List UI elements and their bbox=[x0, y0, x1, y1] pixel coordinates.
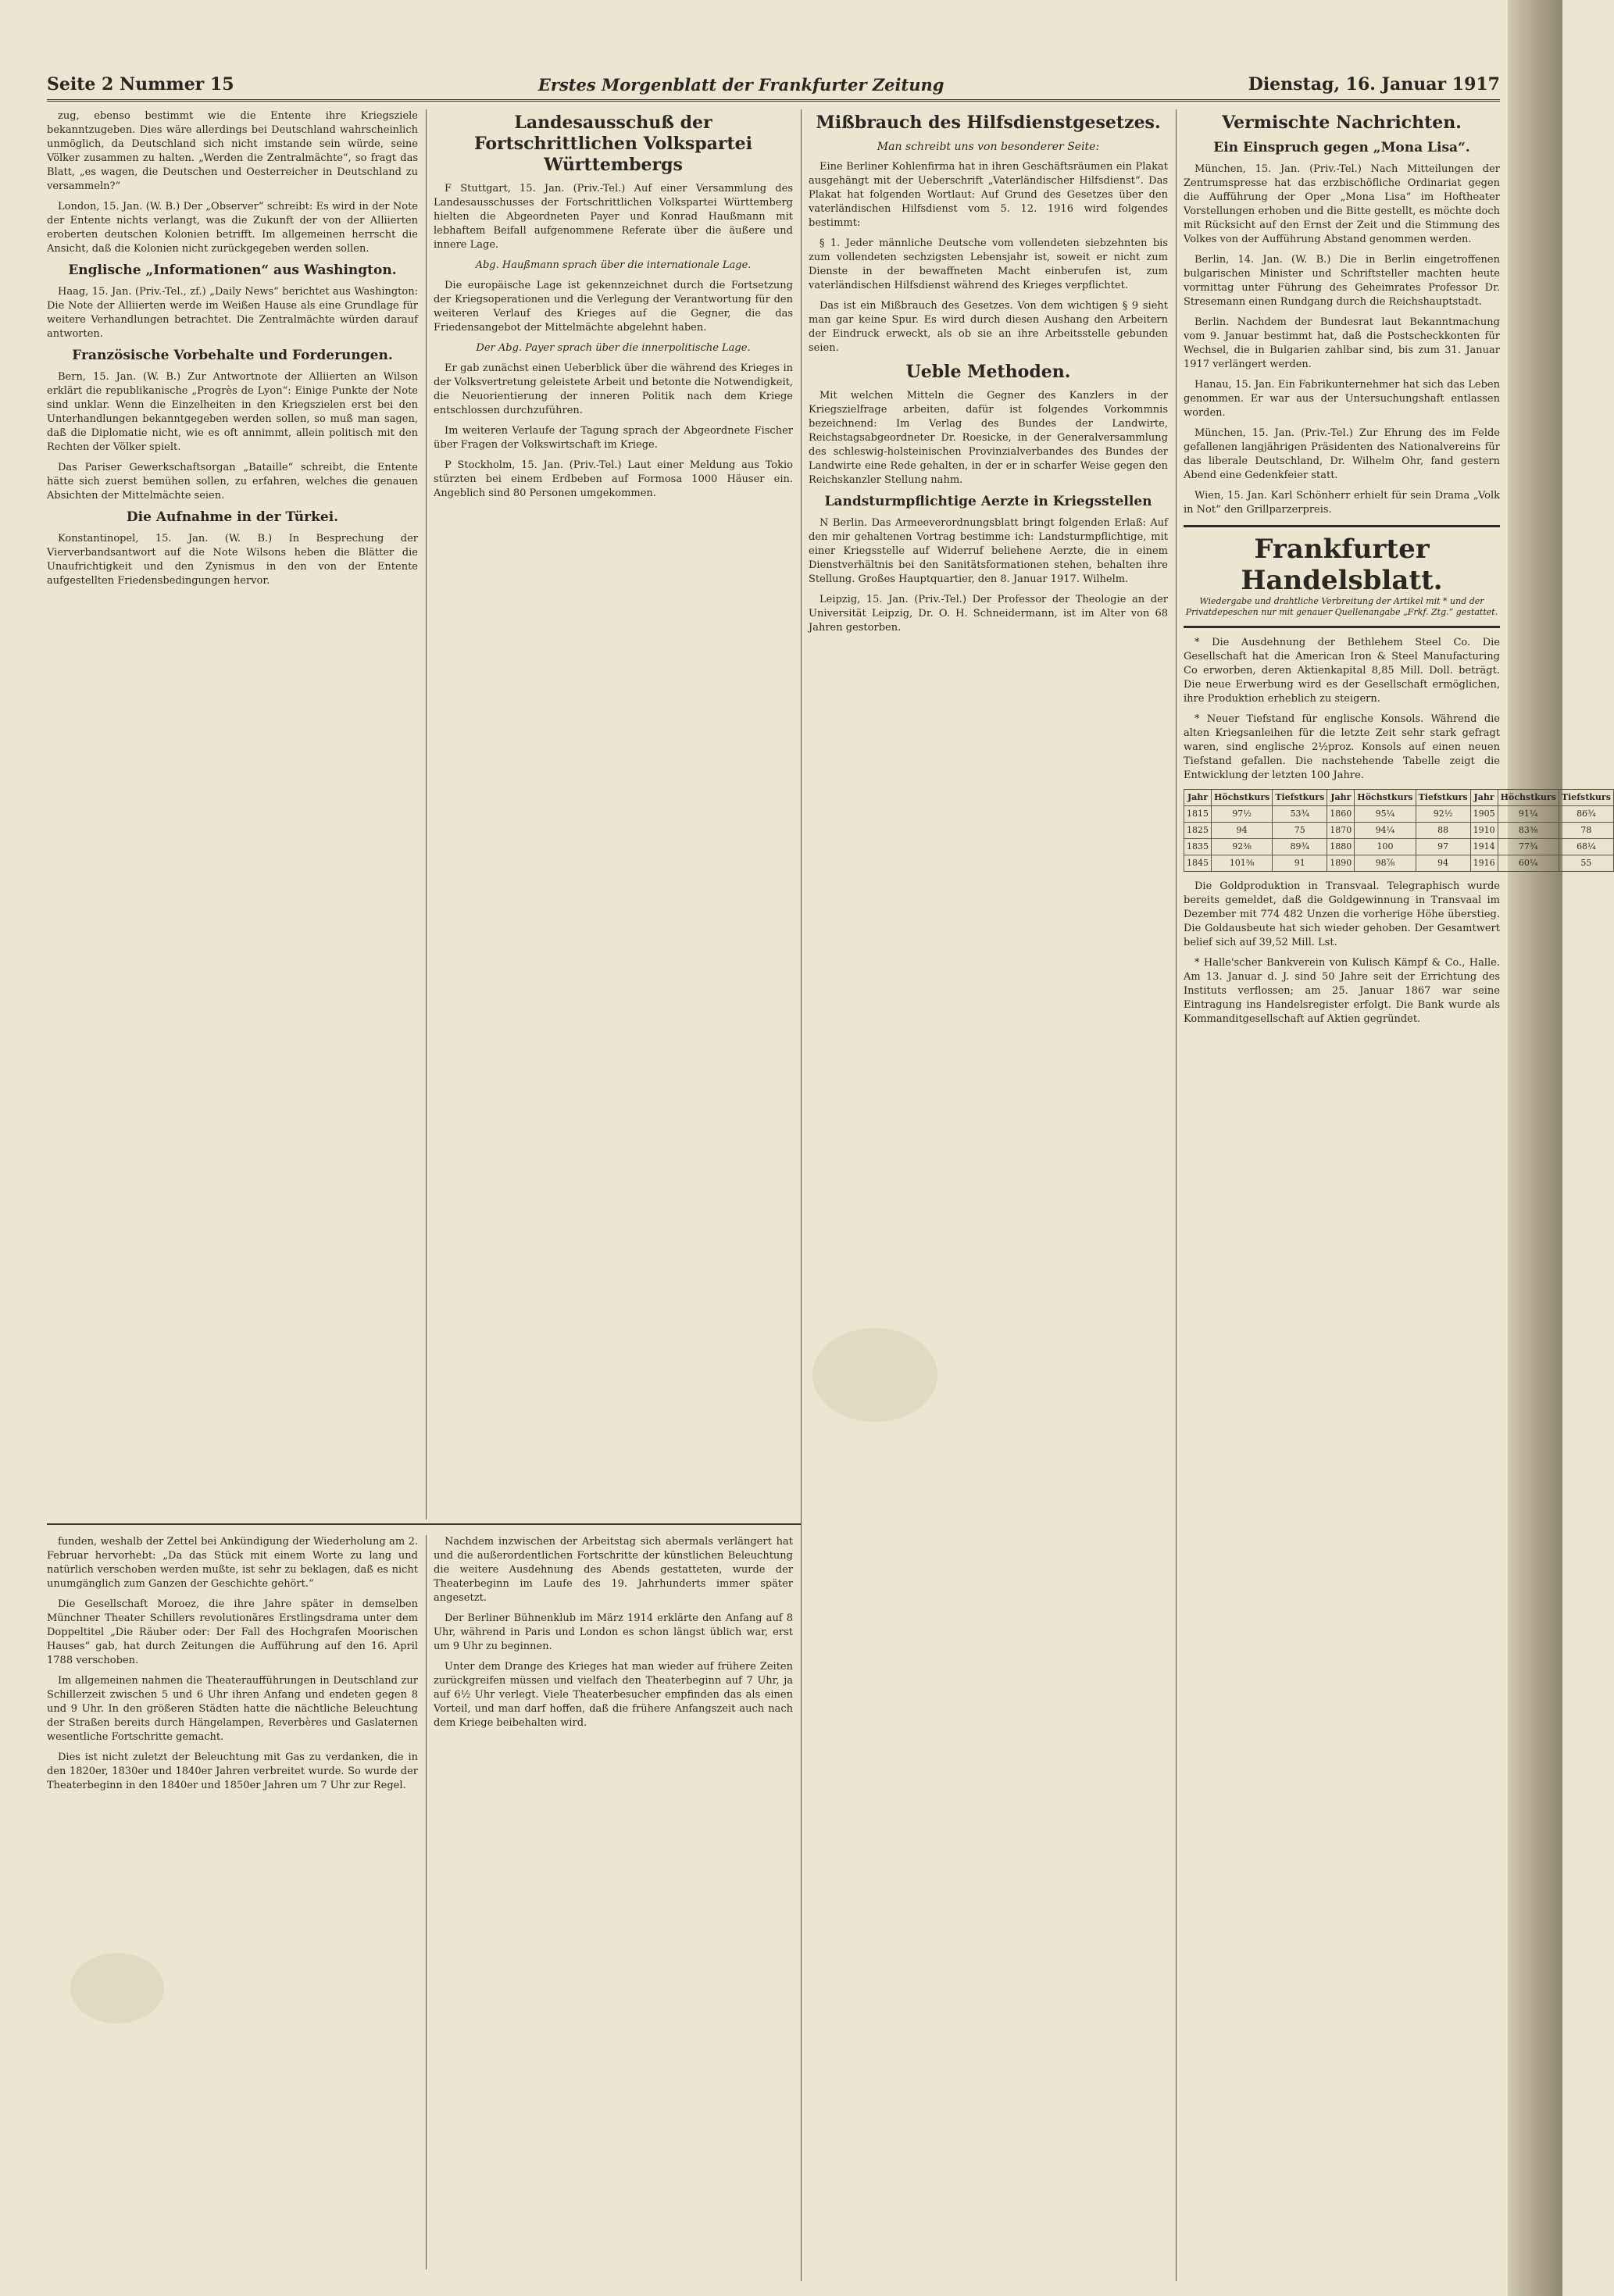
table-cell: 1914 bbox=[1470, 839, 1498, 855]
table-cell: 1910 bbox=[1470, 823, 1498, 839]
table-cell: 92½ bbox=[1416, 806, 1470, 823]
consols-table bbox=[1184, 789, 1614, 872]
table-cell: 78 bbox=[1559, 823, 1613, 839]
page-number: Seite 2 Nummer 15 bbox=[47, 74, 234, 95]
table-cell: 75 bbox=[1273, 823, 1327, 839]
table-header-cell: Tiefstkurs bbox=[1559, 790, 1613, 806]
table-cell: 98⅞ bbox=[1355, 855, 1416, 872]
table-cell: 91¼ bbox=[1498, 806, 1559, 823]
table-cell: 53¾ bbox=[1273, 806, 1327, 823]
table-cell: 1870 bbox=[1327, 823, 1355, 839]
news-item: Konstantinopel, 15. Jan. (W. B.) In Besprechung der Vierverbandsantwort auf die Note Wilsons heben die Blätter die Unaufrichtigkeit und den Zynismus in den von der Entente aufgestellten Friedensbedingungen hervor. bbox=[47, 533, 418, 587]
article-subhead: Ein Einspruch gegen „Mona Lisa“. bbox=[1213, 140, 1470, 155]
news-item: * Die Ausdehnung der Bethlehem Steel Co. Die Gesellschaft hat die American Iron & Steel Manufacturing Co erworben, deren Aktienkapital 8,85 Mill. Doll. beträgt. Die neue Erwerbung wird es der Gesellschaft ermöglichen, ihre Produktion erheblich zu steigern. bbox=[1184, 637, 1500, 705]
copyright-note: Wiedergabe und drahtliche Verbreitung der Artikel mit * und der Privatdepeschen nur mit genauer Quellenangabe „Frkf. Ztg.“ gestattet. bbox=[1185, 596, 1498, 617]
news-item: München, 15. Jan. (Priv.-Tel.) Zur Ehrung des im Felde gefallenen langjährigen Präsidenten des Nationalvereins für das liberale Deutschland, Dr. Wilhelm Ohr, fand gestern Abend eine Gedenkfeier statt. bbox=[1184, 427, 1500, 481]
table-header-cell: Höchstkurs bbox=[1212, 790, 1273, 806]
section-divider bbox=[47, 1523, 801, 1525]
table-cell: 83⅜ bbox=[1498, 823, 1559, 839]
feuilleton-text: Dies ist nicht zuletzt der Beleuchtung mit Gas zu verdanken, die in den 1820er, 1830er und 1840er Jahren verbreitet wurde. So wurde der Theaterbeginn in den 1840er und 1850er Jahren um 7 Uhr zur Regel. bbox=[47, 1751, 418, 1791]
table-cell: 91 bbox=[1273, 855, 1327, 872]
feuilleton-text: funden, weshalb der Zettel bei Ankündigung der Wiederholung am 2. Februar hervorhebt: „Da das Stück mit einem Worte zu lang und natürlich verschoben werden mußte, ist sehr zu beklagen, daß es nicht unumgänglich zum Ganzen der Geschichte gehört.“ bbox=[47, 1536, 418, 1590]
news-item: Eine Berliner Kohlenfirma hat in ihren Geschäftsräumen ein Plakat ausgehängt mit der Ueberschrift „Vaterländischer Hilfsdienst“. Das Plakat hat folgenden Wortlaut: Auf Grund des Gesetzes über den vaterländischen Hilfsdienst vom 5. 12. 1916 wird folgendes bestimmt: bbox=[809, 161, 1168, 229]
article-headline: Ueble Methoden. bbox=[905, 362, 1071, 382]
news-item: Berlin. Nachdem der Bundesrat laut Bekanntmachung vom 9. Januar bestimmt hat, daß die Postscheckkonten für Wechsel, die in Bulgarien zahlbar sind, bis zum 31. Januar 1917 verlängert werden. bbox=[1184, 316, 1500, 370]
article-headline: Die Aufnahme in der Türkei. bbox=[126, 509, 339, 525]
news-item: Wien, 15. Jan. Karl Schönherr erhielt für sein Drama „Volk in Not“ den Grillparzerpreis. bbox=[1184, 490, 1500, 516]
table-row bbox=[1184, 855, 1614, 872]
column-rule bbox=[426, 1535, 427, 2269]
table-cell: 60¼ bbox=[1498, 855, 1559, 872]
news-item: Er gab zunächst einen Ueberblick über die während des Krieges in der Volksvertretung geleistete Arbeit und betonte die Notwendigkeit, die Neuorientierung der inneren Politik nach dem Kriege entschlossen durchzuführen. bbox=[434, 362, 793, 416]
table-cell: 1860 bbox=[1327, 806, 1355, 823]
section-title: Frankfurter Handelsblatt. bbox=[1241, 534, 1443, 596]
table-cell: 1835 bbox=[1184, 839, 1212, 855]
table-cell: 94 bbox=[1416, 855, 1470, 872]
table-header-cell: Jahr bbox=[1327, 790, 1355, 806]
column-4 bbox=[1184, 109, 1611, 2273]
news-item: Bern, 15. Jan. (W. B.) Zur Antwortnote der Alliierten an Wilson erklärt die republikanische „Progrès de Lyon“: Einige Punkte der Note sind unklar. Wenn die Einzelheiten in den Kriegszielen erst bei den Unterhandlungen bekanntgegeben werden sollen, so muß man sagen, daß die Diplomatie nicht, wie es oft annimmt, allein politisch mit den Rechten der Völker spielt. bbox=[47, 371, 418, 453]
column-rule bbox=[426, 109, 427, 1519]
news-item: Das ist ein Mißbrauch des Gesetzes. Von dem wichtigen § 9 sieht man gar keine Spur. Es wird durch diesen Aushang den Arbeitern der Eindruck erweckt, als ob sie an ihre Arbeitsstelle gebunden seien. bbox=[809, 300, 1168, 354]
table-header-cell: Jahr bbox=[1184, 790, 1212, 806]
table-cell: 1825 bbox=[1184, 823, 1212, 839]
news-item: N Berlin. Das Armeeverordnungsblatt bringt folgenden Erlaß: Auf den mir gehaltenen Vortrag bestimme ich: Landsturmpflichtige, mit einer Kriegsstelle auf Widerruf beliehene Aerzte, die in einem Dienstverhältnis bei den Sanitätsformationen stehen, behalten ihre Stellung. Großes Hauptquartier, den 8. Januar 1917. Wilhelm. bbox=[809, 517, 1168, 585]
column-3 bbox=[809, 109, 1168, 2273]
newspaper-title: Erstes Morgenblatt der Frankfurter Zeitung bbox=[537, 75, 944, 95]
table-cell: 77¾ bbox=[1498, 839, 1559, 855]
table-header-cell: Tiefstkurs bbox=[1416, 790, 1470, 806]
table-cell: 89¾ bbox=[1273, 839, 1327, 855]
table-row bbox=[1184, 823, 1614, 839]
table-cell: 97½ bbox=[1212, 806, 1273, 823]
news-item: München, 15. Jan. (Priv.-Tel.) Nach Mitteilungen der Zentrumspresse hat das erzbischöfliche Ordinariat gegen die Aufführung der Oper „Mona Lisa“ im Hoftheater Vorstellungen erhoben und die Bitte gestellt, es möchte doch mit Rücksicht auf den Ernst der Zeit und die Stimmung des Volkes von der Aufführung Abstand genommen werden. bbox=[1184, 163, 1500, 245]
table-row bbox=[1184, 839, 1614, 855]
news-item: * Neuer Tiefstand für englische Konsols. Während die alten Kriegsanleihen für die letzte Zeit sehr stark gefragt waren, sind englische 2½proz. Konsols auf einen neuen Tiefstand gefallen. Die nachstehende Tabelle zeigt die Entwicklung der letzten 100 Jahre. bbox=[1184, 713, 1500, 781]
column-rule bbox=[1176, 109, 1177, 2281]
table-cell: 1890 bbox=[1327, 855, 1355, 872]
news-item: London, 15. Jan. (W. B.) Der „Observer“ schreibt: Es wird in der Note der Entente nichts verlangt, was die Zukunft der von der Alliierten eroberten deutschen Kolonien betrifft. Im allgemeinen herrscht die Ansicht, daß die Kolonien nicht zurückgegeben werden sollen. bbox=[47, 201, 418, 255]
table-header-row bbox=[1184, 790, 1614, 806]
article-headline: Englische „Informationen“ aus Washington. bbox=[68, 262, 397, 278]
table-cell: 100 bbox=[1355, 839, 1416, 855]
column-rule bbox=[801, 109, 802, 2281]
table-cell: 68¼ bbox=[1559, 839, 1613, 855]
table-cell: 1916 bbox=[1470, 855, 1498, 872]
table-header-cell: Höchstkurs bbox=[1355, 790, 1416, 806]
table-cell: 88 bbox=[1416, 823, 1470, 839]
feuilleton-text: Nachdem inzwischen der Arbeitstag sich abermals verlängert hat und die außerordentlichen Fortschritte der künstlichen Beleuchtung die weitere Ausdehnung des Abends gestatteten, wurde der Theaterbeginn im Laufe des 19. Jahrhunderts immer später angesetzt. bbox=[434, 1536, 793, 1604]
table-cell: 1815 bbox=[1184, 806, 1212, 823]
table-header-cell: Tiefstkurs bbox=[1273, 790, 1327, 806]
table-cell: 101⅜ bbox=[1212, 855, 1273, 872]
table-cell: 86¾ bbox=[1559, 806, 1613, 823]
article-headline: Landesausschuß der Fortschrittlichen Volkspartei Württembergs bbox=[473, 112, 753, 175]
article-headline: Landsturmpflichtige Aerzte in Kriegsstellen bbox=[824, 494, 1152, 509]
article-subline: Man schreibt uns von besonderer Seite: bbox=[877, 141, 1100, 153]
table-cell: 55 bbox=[1559, 855, 1613, 872]
news-item: § 1. Jeder männliche Deutsche vom vollendeten siebzehnten bis zum vollendeten sechzigsten Lebensjahr ist, soweit er nicht zum Dienste in der bewaffneten Macht einberufen ist, zum vaterländischen Hilfsdienst während des Krieges verpflichtet. bbox=[809, 237, 1168, 291]
feuilleton-text: Die Gesellschaft Moroez, die ihre Jahre später in demselben Münchner Theater Schillers revolutionäres Erstlingsdrama unter dem Doppeltitel „Die Räuber oder: Der Fall des Hochgrafen Moorischen Hauses“ gab, hat durch Zeitungen die Aufführung auf den 16. April 1788 verschoben. bbox=[47, 1598, 418, 1666]
feuilleton-column-2 bbox=[434, 1535, 793, 2269]
feuilleton-column-1 bbox=[47, 1535, 418, 2269]
news-item: Im weiteren Verlaufe der Tagung sprach der Abgeordnete Fischer über Fragen der Volkswirtschaft im Kriege. bbox=[434, 425, 793, 451]
table-cell: 1905 bbox=[1470, 806, 1498, 823]
news-item: Die europäische Lage ist gekennzeichnet durch die Fortsetzung der Kriegsoperationen und die Verlegung der Verantwortung für den weiteren Verlauf des Krieges auf die Gegner, die das Friedensangebot der Mittelmächte abgelehnt haben. bbox=[434, 280, 793, 334]
news-item: Haag, 15. Jan. (Priv.-Tel., zf.) „Daily News“ berichtet aus Washington: Die Note der Alliierten werde im Weißen Hause als eine Grundlage für weitere Verhandlungen betrachtet. Die Zentralmächte würden darauf antworten. bbox=[47, 286, 418, 340]
news-item: Die Goldproduktion in Transvaal. Telegraphisch wurde bereits gemeldet, daß die Goldgewinnung in Transvaal im Dezember mit 774 482 Unzen die vorherige Höhe überstieg. Die Goldausbeute hat sich wieder gehoben. Der Gesamtwert belief sich auf 39,52 Mill. Lst. bbox=[1184, 880, 1500, 948]
news-item: Mit welchen Mitteln die Gegner des Kanzlers in der Kriegszielfrage arbeiten, dafür ist folgendes Vorkommnis bezeichnend: Im Verlag des Bundes der Landwirte, Reichstagsabgeordneter Dr. Roesicke, in der Generalversammlung des schleswig-holsteinischen Provinzialverbandes des Bundes der Landwirte eine Rede gehalten, in der er in scharfer Weise gegen den Reichskanzler Stellung nahm. bbox=[809, 390, 1168, 486]
article-headline: Vermischte Nachrichten. bbox=[1222, 112, 1462, 133]
article-continuation: zug, ebenso bestimmt wie die Entente ihre Kriegsziele bekanntzugeben. Dies wäre allerdings bei Deutschland wahrscheinlich unmöglich, da Deutschland sich nicht imstande sein würde, seine Völker zusammen zu halten. „Werden die Zentralmächte“, so fragt das Blatt, „es wagen, die Deutschen und Oesterreicher in Deutschland zu versammeln?“ bbox=[47, 110, 418, 192]
handelsblatt-header bbox=[1184, 525, 1500, 628]
column-1 bbox=[47, 109, 418, 1516]
news-item: Das Pariser Gewerkschaftsorgan „Bataille“ schreibt, die Entente hätte sich zuerst bemühen sollen, zu erfahren, welches die genauen Absichten der Mittelmächte seien. bbox=[47, 462, 418, 502]
news-item: Leipzig, 15. Jan. (Priv.-Tel.) Der Professor der Theologie an der Universität Leipzig, Dr. O. H. Schneidermann, ist im Alter von 68 Jahren gestorben. bbox=[809, 594, 1168, 634]
page-edge bbox=[1508, 0, 1562, 2296]
masthead bbox=[47, 70, 1500, 102]
table-cell: 1880 bbox=[1327, 839, 1355, 855]
issue-date: Dienstag, 16. Januar 1917 bbox=[1248, 74, 1500, 95]
news-item: F Stuttgart, 15. Jan. (Priv.-Tel.) Auf einer Versammlung des Landesausschusses der Fortschrittlichen Volkspartei Württemberg hielten die Abgeordneten Payer und Konrad Haußmann mit lebhaftem Beifall aufgenommene Referate über die äußere und innere Lage. bbox=[434, 183, 793, 251]
article-headline: Französische Vorbehalte und Forderungen. bbox=[72, 348, 393, 363]
table-cell: 95¼ bbox=[1355, 806, 1416, 823]
table-header-cell: Höchstkurs bbox=[1498, 790, 1559, 806]
article-subhead: Der Abg. Payer sprach über die innerpolitische Lage. bbox=[476, 342, 751, 354]
feuilleton-text: Unter dem Drange des Krieges hat man wieder auf frühere Zeiten zurückgreifen müssen und vielfach den Theaterbeginn auf 7 Uhr, ja auf 6½ Uhr verlegt. Viele Theaterbesucher empfinden das als einen Vorteil, und man darf hoffen, daß die frühere Anfangszeit auch nach dem Kriege beibehalten wird. bbox=[434, 1661, 793, 1729]
table-row bbox=[1184, 806, 1614, 823]
table-cell: 1845 bbox=[1184, 855, 1212, 872]
news-item: P Stockholm, 15. Jan. (Priv.-Tel.) Laut einer Meldung aus Tokio stürzten bei einem Erdbeben auf Formosa 1000 Häuser ein. Angeblich sind 80 Personen umgekommen. bbox=[434, 459, 793, 499]
table-body bbox=[1184, 806, 1614, 872]
table-cell: 94 bbox=[1212, 823, 1273, 839]
feuilleton-text: Der Berliner Bühnenklub im März 1914 erklärte den Anfang auf 8 Uhr, während in Paris und London es schon längst üblich war, erst um 9 Uhr zu beginnen. bbox=[434, 1612, 793, 1652]
article-headline: Mißbrauch des Hilfsdienstgesetzes. bbox=[816, 112, 1161, 133]
table-header-cell: Jahr bbox=[1470, 790, 1498, 806]
table-cell: 92⅜ bbox=[1212, 839, 1273, 855]
column-2 bbox=[434, 109, 793, 1516]
news-item: Berlin, 14. Jan. (W. B.) Die in Berlin eingetroffenen bulgarischen Minister und Schriftsteller machten heute vormittag unter Führung des Geheimrates Professor Dr. Stresemann einen Rundgang durch die Reichshauptstadt. bbox=[1184, 254, 1500, 308]
table-cell: 94¼ bbox=[1355, 823, 1416, 839]
news-item: Hanau, 15. Jan. Ein Fabrikunternehmer hat sich das Leben genommen. Er war aus der Untersuchungshaft entlassen worden. bbox=[1184, 379, 1500, 419]
news-item: * Halle'scher Bankverein von Kulisch Kämpf & Co., Halle. Am 13. Januar d. J. sind 50 Jahre seit der Errichtung des Instituts verflossen; am 25. Januar 1867 war seine Eintragung ins Handelsregister erfolgt. Die Bank wurde als Kommanditgesellschaft auf Aktien gegründet. bbox=[1184, 957, 1500, 1025]
article-subhead: Abg. Haußmann sprach über die internationale Lage. bbox=[475, 259, 752, 271]
table-cell: 97 bbox=[1416, 839, 1470, 855]
feuilleton-text: Im allgemeinen nahmen die Theateraufführungen in Deutschland zur Schillerzeit zwischen 5 und 6 Uhr ihren Anfang und endeten gegen 8 und 9 Uhr. In den größeren Städten hatte die nächtliche Beleuchtung der Straßen bereits durch Hängelampen, Reverbères und Gaslaternen wesentliche Fortschritte gemacht. bbox=[47, 1675, 418, 1743]
